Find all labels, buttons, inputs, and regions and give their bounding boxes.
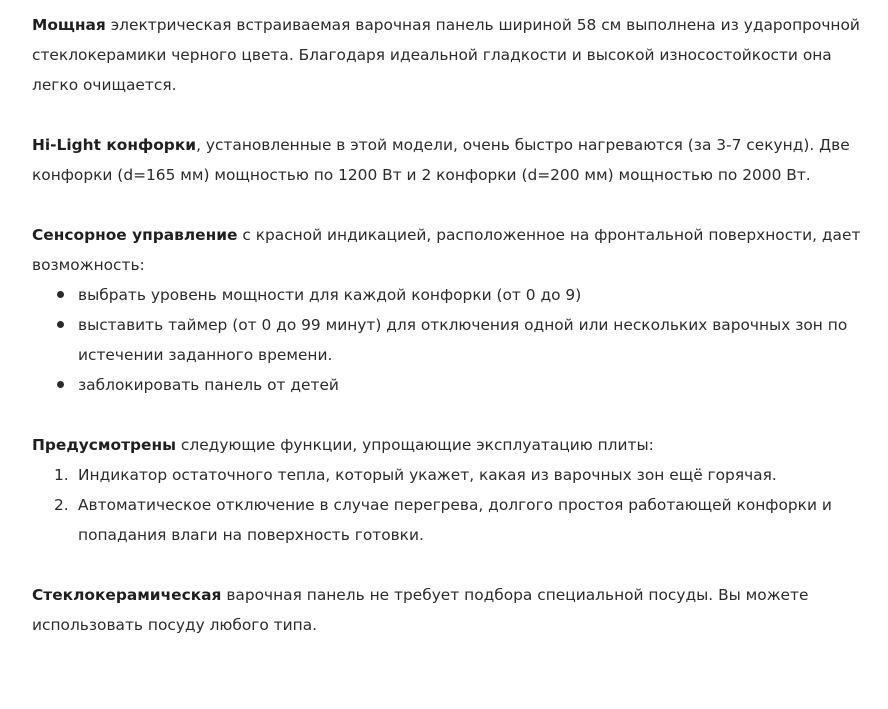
paragraph-lead: Стеклокерамическая bbox=[32, 586, 222, 604]
bullet-icon bbox=[57, 381, 64, 388]
list-item bbox=[32, 370, 877, 400]
paragraph-sensor bbox=[32, 220, 877, 400]
list-item bbox=[32, 310, 877, 370]
paragraph-features bbox=[32, 430, 877, 550]
paragraph-text bbox=[32, 10, 877, 100]
paragraph-body: электрическая встраиваемая варочная панель шириной 58 см выполнена из ударопрочной стеклокерамики черного цвета. Благодаря идеальной гладкости и высокой износостойкости она легко очищается. bbox=[32, 16, 860, 94]
paragraph-body: варочная панель не требует подбора специальной посуды. Вы можете использовать посуду любого типа. bbox=[32, 586, 809, 634]
list-item-number: 1. bbox=[54, 466, 69, 484]
list-item-text: заблокировать панель от детей bbox=[78, 376, 339, 394]
paragraph-lead: Предусмотрены bbox=[32, 436, 177, 454]
bullet-list bbox=[32, 280, 877, 400]
product-description bbox=[32, 10, 877, 670]
paragraph-text bbox=[32, 220, 877, 280]
paragraph-lead: Сенсорное управление bbox=[32, 226, 238, 244]
numbered-list bbox=[32, 460, 877, 550]
paragraph-lead: Hi-Light конфорки bbox=[32, 136, 197, 154]
list-item-text: Индикатор остаточного тепла, который укажет, какая из варочных зон ещё горячая. bbox=[78, 466, 777, 484]
bullet-icon bbox=[57, 321, 64, 328]
list-item bbox=[32, 490, 877, 550]
paragraph-lead: Мощная bbox=[32, 16, 106, 34]
list-item-text: выставить таймер (от 0 до 99 минут) для отключения одной или нескольких варочных зон по истечении заданного времени. bbox=[78, 316, 848, 364]
paragraph-hilight bbox=[32, 130, 877, 190]
paragraph-body: следующие функции, упрощающие эксплуатацию плиты: bbox=[176, 436, 654, 454]
list-item-number: 2. bbox=[54, 496, 69, 514]
paragraph-power bbox=[32, 10, 877, 100]
paragraph-body: с красной индикацией, расположенное на фронтальной поверхности, дает возможность: bbox=[32, 226, 861, 274]
paragraph-glass-ceramic bbox=[32, 580, 877, 640]
paragraph-text bbox=[32, 430, 877, 460]
bullet-icon bbox=[57, 291, 64, 298]
paragraph-body: , установленные в этой модели, очень быстро нагреваются (за 3-7 секунд). Две конфорки (d=165 мм) мощностью по 1200 Вт и 2 конфорки (d=200 мм) мощностью по 2000 Вт. bbox=[32, 136, 850, 184]
list-item bbox=[32, 460, 877, 490]
paragraph-text bbox=[32, 130, 857, 190]
list-item-text: выбрать уровень мощности для каждой конфорки (от 0 до 9) bbox=[78, 286, 582, 304]
list-item-text: Автоматическое отключение в случае перегрева, долгого простоя работающей конфорки и попадания влаги на поверхность готовки. bbox=[78, 496, 832, 544]
list-item bbox=[32, 280, 877, 310]
paragraph-text bbox=[32, 580, 877, 640]
